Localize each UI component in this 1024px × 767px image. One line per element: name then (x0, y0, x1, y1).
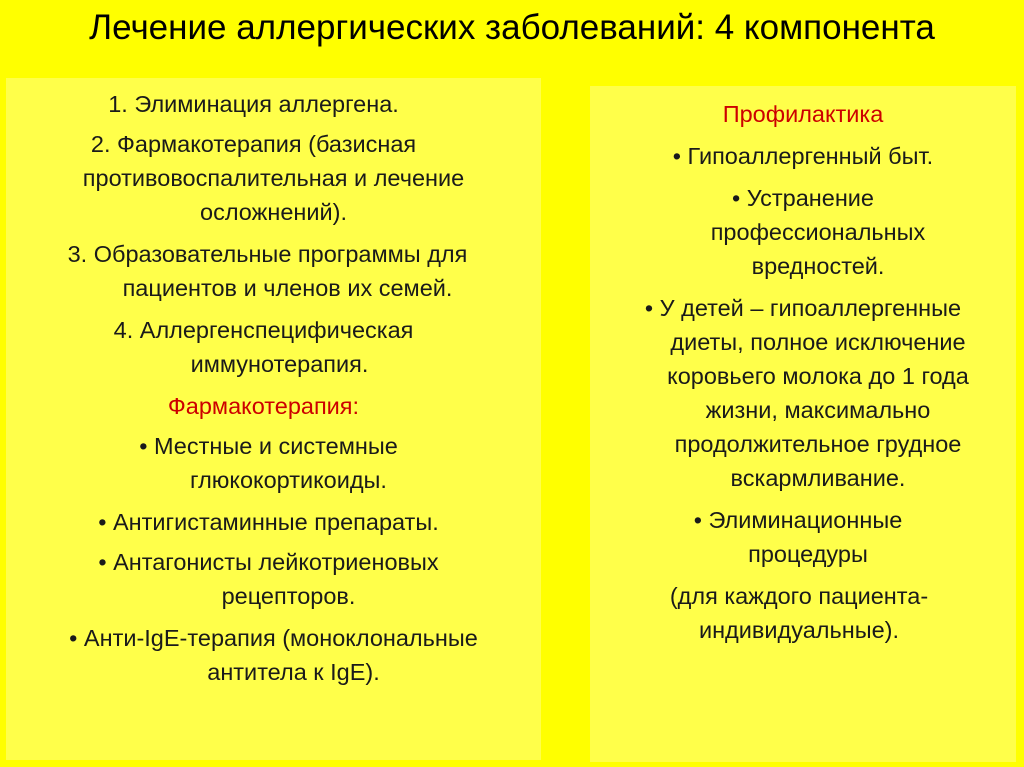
bullet-leukotriene-cont: рецепторов. (221, 583, 356, 609)
bullet-elimination-procedures: • Элиминационные (693, 507, 903, 533)
bullet-elimination-procedures-cont: процедуры (748, 541, 868, 567)
individual-note: (для каждого пациента- (669, 583, 929, 609)
bullet-hypoallergenic-home: • Гипоаллергенный быт. (672, 143, 934, 169)
list-item-immunotherapy-cont: иммунотерапия. (190, 351, 369, 377)
individual-note-cont: индивидуальные). (698, 617, 900, 643)
list-item-education: 3. Образовательные программы для (67, 241, 468, 267)
bullet-glucocorticoids: • Местные и системные (139, 433, 398, 459)
bullet-occupational-cont: вредностей. (751, 253, 885, 279)
list-item-elimination: 1. Элиминация аллергена. (108, 91, 399, 117)
prophylaxis-heading: Профилактика (722, 101, 884, 127)
pharmacotherapy-heading: Фармакотерапия: (167, 393, 360, 419)
list-item-immunotherapy: 4. Аллергенспецифическая (113, 317, 414, 343)
bullet-children-diet-cont: вскармливание. (730, 465, 906, 491)
list-item-pharmacotherapy: 2. Фармакотерапия (базисная (90, 131, 417, 157)
treatment-components-panel (6, 78, 541, 760)
bullet-children-diet-cont: жизни, максимально (705, 397, 931, 423)
bullet-anti-ige: • Анти-IgE-терапия (моноклональные (69, 625, 478, 651)
list-item-pharmacotherapy-cont: противовоспалительная и лечение (82, 165, 465, 191)
bullet-children-diet-cont: продолжительное грудное (674, 431, 962, 457)
bullet-children-diet-cont: коровьего молока до 1 года (667, 363, 969, 389)
bullet-occupational: • Устранение (732, 185, 874, 211)
bullet-antihistamines: • Антигистаминные препараты. (98, 509, 439, 535)
list-item-education-cont: пациентов и членов их семей. (122, 275, 453, 301)
bullet-glucocorticoids-cont: глюкокортикоиды. (190, 467, 387, 493)
bullet-leukotriene: • Антагонисты лейкотриеновых (98, 549, 439, 575)
bullet-children-diet: • У детей – гипоаллергенные (644, 295, 962, 321)
slide-title: Лечение аллергических заболеваний: 4 компонента (89, 8, 935, 47)
bullet-anti-ige-cont: антитела к IgE). (207, 659, 380, 685)
bullet-occupational-cont: профессиональных (710, 219, 926, 245)
prophylaxis-panel (590, 86, 1016, 762)
list-item-pharmacotherapy-cont: осложнений). (200, 199, 347, 225)
bullet-children-diet-cont: диеты, полное исключение (670, 329, 966, 355)
